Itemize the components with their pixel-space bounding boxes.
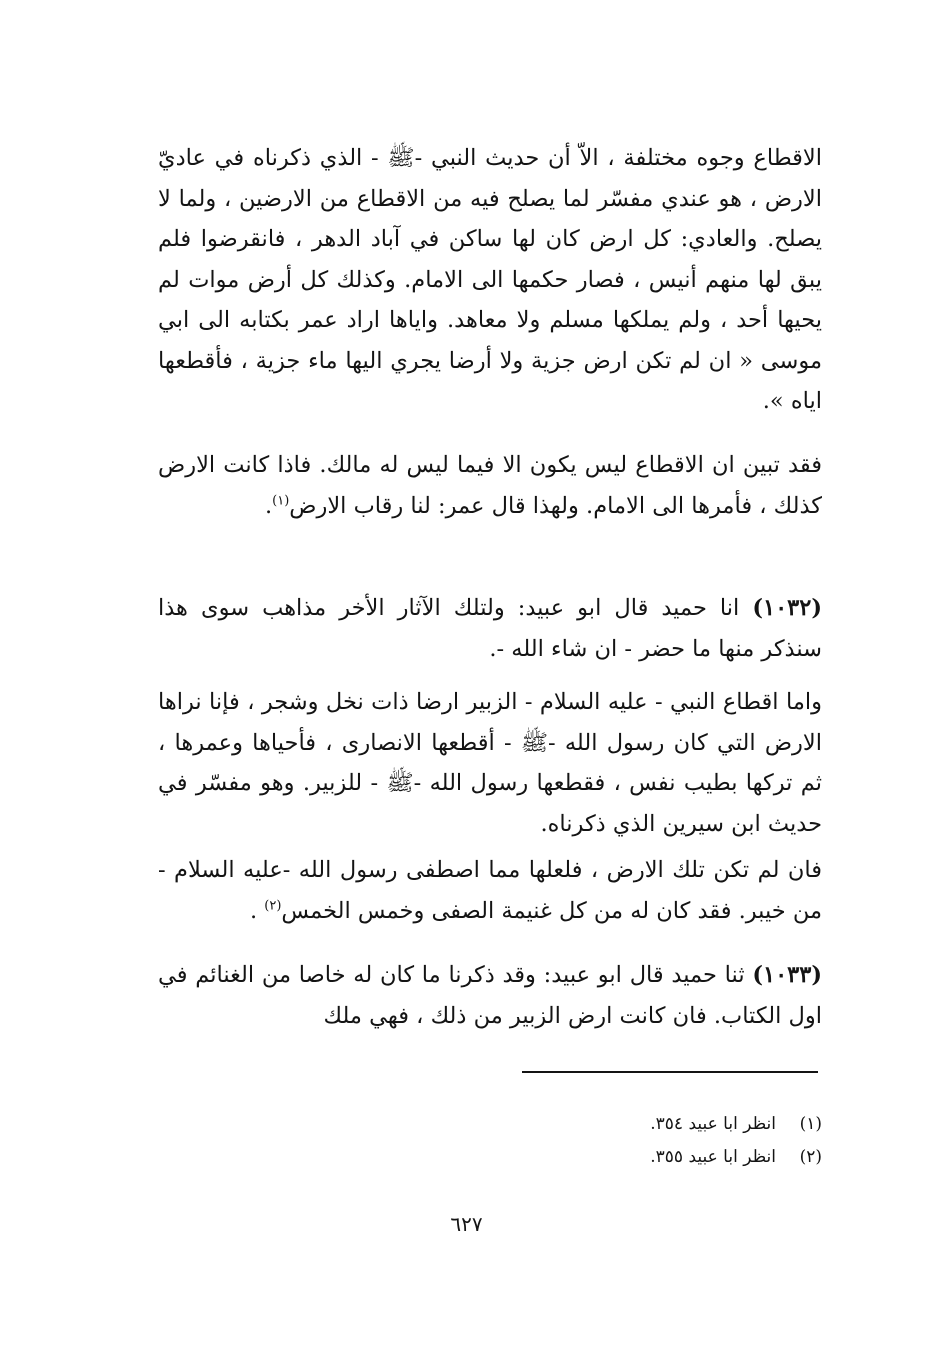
paragraph [158, 588, 822, 669]
footnote-ref: (٢) [264, 898, 282, 913]
paragraph [158, 955, 822, 1036]
footnote-number: (١) [799, 1114, 822, 1134]
paragraph-text: فقد تبين ان الاقطاع ليس يكون الا فيما ليس له مالك. فاذا كانت الارض كذلك ، فأمرها الى الامام. ولهذا قال عمر: لنا رقاب الارض [158, 452, 822, 519]
footnote-text: انظر ابا عبيد ٣٥٤. [650, 1114, 776, 1134]
main-text-p3 [158, 588, 822, 669]
paragraph-text: فان لم تكن تلك الارض ، فلعلها مما اصطفى رسول الله -عليه السلام - من خيبر. فقد كان له من كل غنيمة الصفى وخمس الخمس [158, 857, 822, 924]
paragraph: الاقطاع وجوه مختلفة ، الاّ أن حديث النبي -ﷺ - الذي ذكرناه في عاديّ الارض ، هو عندي مفسّر لما يصلح فيه من الاقطاع من الارضين ، ولما لا يصلح. والعادي: كل ارض كان لها ساكن في آباد الدهر ، فانقرضوا فلم يبق لها منهم أنيس ، فصار حكمها الى الامام. وكذلك كل أرض موات لم يحيها أحد ، ولم يملكها مسلم ولا معاهد. واياها اراد عمر بكتابه الى ابي موسى « ان لم تكن ارض جزية ولا أرضا يجري اليها ماء جزية ، فأقطعها اياه ». [158, 145, 822, 414]
hadith-number: (١٠٣٢) [752, 595, 822, 621]
paragraph-text: انا حميد قال ابو عبيد: ولتلك الآثار الأخر مذاهب سوى هذا سنذكر منها ما حضر - ان شاء الله -. [158, 595, 822, 662]
footnotes [500, 1108, 822, 1174]
paragraph [158, 850, 822, 931]
main-text-p2 [158, 445, 822, 526]
footnote-ref: (١) [272, 493, 290, 508]
main-text-p6 [158, 955, 822, 1036]
footnote-text: انظر ابا عبيد ٣٥٥. [650, 1147, 776, 1167]
hadith-number: (١٠٣٣) [752, 962, 822, 988]
footnote [500, 1108, 822, 1141]
paragraph: واما اقطاع النبي - عليه السلام - الزبير ارضا ذات نخل وشجر ، فإنا نراها الارض التي كان رسول الله -ﷺ - أقطعها الانصارى ، فأحياها وعمرها ، ثم تركها بطيب نفس ، فقطعها رسول الله -ﷺ - للزبير. وهو مفسّر في حديث ابن سيرين الذي ذكرناه. [158, 689, 822, 837]
main-text-p5 [158, 850, 822, 931]
page-number: ٦٢٧ [450, 1212, 483, 1236]
paragraph-tail: . [264, 492, 273, 519]
footnote-divider [522, 1071, 818, 1073]
main-text-p4 [158, 682, 822, 844]
main-text-p1 [158, 138, 822, 422]
paragraph-tail: . [249, 897, 265, 924]
footnote [500, 1141, 822, 1174]
paragraph [158, 445, 822, 526]
footnote-number: (٢) [799, 1147, 822, 1167]
paragraph-text: ثنا حميد قال ابو عبيد: وقد ذكرنا ما كان له خاصا من الغنائم في اول الكتاب. فان كانت ارض الزبير من ذلك ، فهي ملك [158, 962, 822, 1029]
